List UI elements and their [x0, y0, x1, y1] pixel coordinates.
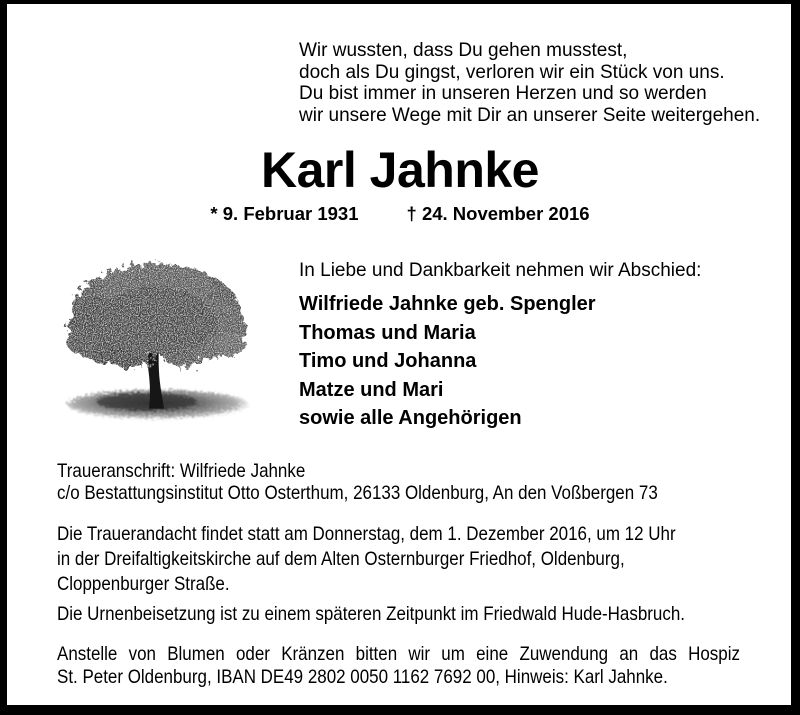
mourner-name: Matze und Mari — [299, 378, 444, 401]
burial-info — [57, 603, 685, 625]
service-info — [57, 522, 676, 597]
deceased-name: Karl Jahnke — [261, 142, 539, 198]
verse-line: Wir wussten, dass Du gehen musstest, — [299, 40, 628, 61]
service-line: Die Trauerandacht findet statt am Donnerstag, dem 1. Dezember 2016, um 12 Uhr — [57, 523, 676, 545]
mourner-name: Timo und Johanna — [299, 350, 477, 372]
tree-photo-svg — [62, 257, 254, 431]
mourning-address — [57, 460, 658, 504]
memorial-verse — [299, 40, 760, 127]
life-dates — [0, 203, 800, 225]
donation-line: Anstelle von Blumen oder Kränzen bitten wir um eine Zuwendung an das Hospiz — [57, 643, 740, 665]
mourner-name: sowie alle Angehörigen — [299, 407, 522, 429]
tree-foliage — [67, 263, 246, 368]
verse-line: wir unsere Wege mit Dir an unserer Seite weitergehen. — [299, 105, 761, 127]
death-date: † 24. November 2016 — [406, 203, 590, 224]
donation-info — [57, 643, 740, 688]
mourners-list — [299, 290, 596, 433]
service-line: in der Dreifaltigkeitskirche auf dem Alten Osternburger Friedhof, Oldenburg, — [57, 548, 625, 570]
verse-line: Du bist immer in unseren Herzen und so werden — [299, 83, 707, 105]
mourner-name: Wilfriede Jahnke geb. Spengler — [299, 293, 596, 315]
mourner-name: Thomas und Maria — [299, 321, 476, 344]
service-line: Cloppenburger Straße. — [57, 573, 230, 595]
farewell-intro: In Liebe und Dankbarkeit nehmen wir Abschied: — [299, 260, 702, 281]
tree-image — [62, 257, 254, 431]
donation-line: St. Peter Oldenburg, IBAN DE49 2802 0050 1162 7692 00, Hinweis: Karl Jahnke. — [57, 665, 668, 688]
address-line: Traueranschrift: Wilfriede Jahnke — [57, 460, 306, 482]
address-line: c/o Bestattungsinstitut Otto Osterthum, 26133 Oldenburg, An den Voßbergen 73 — [57, 482, 658, 504]
birth-date: * 9. Februar 1931 — [210, 203, 359, 224]
verse-line: doch als Du gingst, verloren wir ein Stück von uns. — [299, 61, 725, 83]
burial-line: Die Urnenbeisetzung ist zu einem späteren Zeitpunkt im Friedwald Hude-Hasbruch. — [57, 603, 686, 625]
